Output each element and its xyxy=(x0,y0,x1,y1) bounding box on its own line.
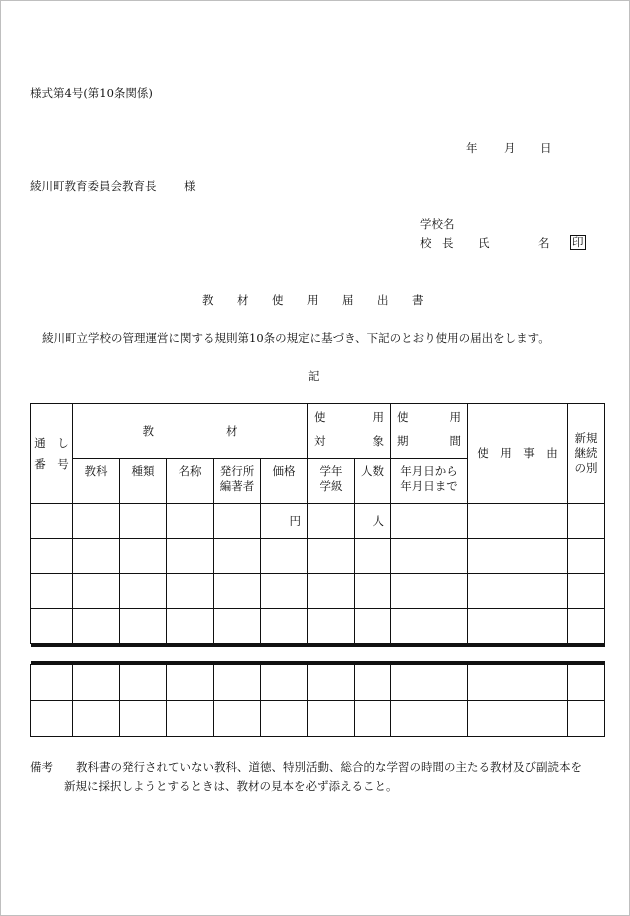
header-grade-class: 学年 学級 xyxy=(308,459,355,504)
table-row xyxy=(31,701,605,737)
header-count: 人数 xyxy=(355,459,391,504)
seal-mark: 印 xyxy=(572,235,584,249)
header-reason: 使 用 事 由 xyxy=(468,404,568,504)
header-new-continue: 新規 継続 の別 xyxy=(568,404,605,504)
remarks-line-1: 教科書の発行されていない教科、道徳、特別活動、総合的な学習の時間の主たる教材及び副読本を xyxy=(76,760,582,774)
table-row xyxy=(31,504,605,539)
header-serial: 通 し 番 号 xyxy=(31,404,73,504)
header-target: 使 用 対 象 xyxy=(308,404,391,459)
date-month: 月 xyxy=(504,141,516,155)
principal-label-4: 名 xyxy=(538,236,550,250)
body-text: 綾川町立学校の管理運営に関する規則第10条の規定に基づき、下記のとおり使用の届出をします。 xyxy=(42,331,550,345)
title-char-7: 書 xyxy=(412,293,424,307)
title-char-2: 材 xyxy=(237,293,249,307)
header-name: 名称 xyxy=(167,459,214,504)
ki-label: 記 xyxy=(308,369,320,383)
school-name-label: 学校名 xyxy=(420,217,455,231)
unit-people: 人 xyxy=(355,504,391,539)
form-number: 様式第4号(第10条関係) xyxy=(30,86,153,100)
header-publisher: 発行所 編著者 xyxy=(214,459,261,504)
title-char-1: 教 xyxy=(202,293,214,307)
table-break xyxy=(31,644,605,665)
principal-label-2: 長 xyxy=(442,236,454,250)
date-year: 年 xyxy=(466,141,478,155)
remarks-label: 備考 xyxy=(30,760,53,774)
header-price: 価格 xyxy=(261,459,308,504)
table-row xyxy=(31,665,605,701)
addressee-name: 綾川町教育委員会教育長 xyxy=(30,179,157,193)
table-row xyxy=(31,574,605,609)
header-material: 教 材 xyxy=(73,404,308,459)
date-day: 日 xyxy=(540,141,552,155)
title-char-4: 用 xyxy=(307,293,319,307)
header-period: 使 用 期 間 xyxy=(391,404,468,459)
table-row xyxy=(31,539,605,574)
title-char-6: 出 xyxy=(377,293,389,307)
addressee-honorific: 様 xyxy=(184,179,196,193)
remarks-line-2: 新規に採択しようとするときは、教材の見本を必ず添えること。 xyxy=(64,779,398,793)
title-char-5: 届 xyxy=(342,293,354,307)
header-date-range: 年月日から 年月日まで xyxy=(391,459,468,504)
header-subject: 教科 xyxy=(73,459,120,504)
unit-yen: 円 xyxy=(261,504,308,539)
header-type: 種類 xyxy=(120,459,167,504)
title-char-3: 使 xyxy=(272,293,284,307)
principal-label-1: 校 xyxy=(420,236,432,250)
material-table xyxy=(30,403,605,737)
table-row xyxy=(31,609,605,644)
principal-label-3: 氏 xyxy=(478,236,490,250)
